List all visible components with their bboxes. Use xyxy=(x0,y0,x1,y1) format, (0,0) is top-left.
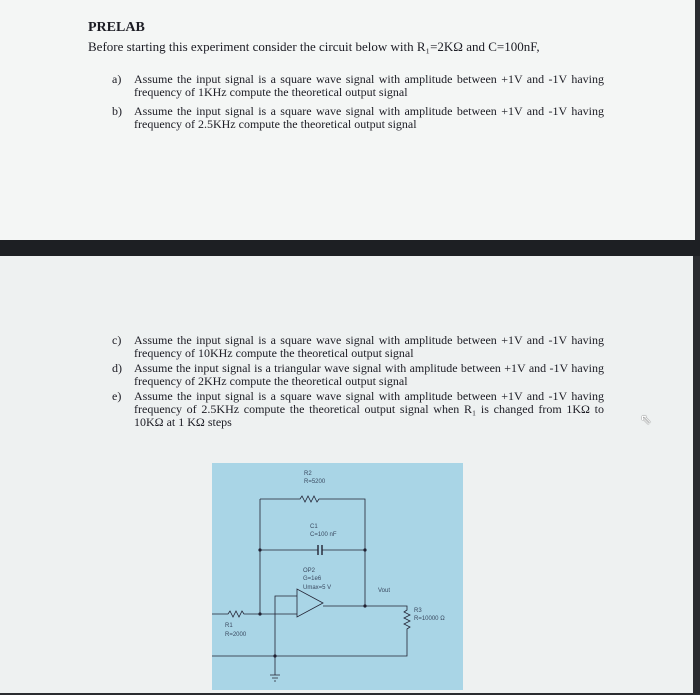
question-a xyxy=(112,72,604,99)
question-text: Assume the input signal is a triangular wave signal with amplitude between +1V and -1V having frequency of 2KHz compute the theoretical output signal xyxy=(134,361,604,388)
r1-wire xyxy=(212,611,297,617)
c1-value: C=100 nF xyxy=(310,532,337,538)
r1-value: R=2000 xyxy=(225,632,247,638)
r3-value: R=10000 Ω xyxy=(414,616,445,622)
page-top xyxy=(0,0,695,240)
question-label: d) xyxy=(112,361,122,375)
question-label: a) xyxy=(112,72,122,86)
vout-label: Vout xyxy=(378,588,391,594)
question-label: b) xyxy=(112,104,122,118)
output-wire xyxy=(212,606,410,656)
opamp-symbol xyxy=(297,589,323,617)
r1-name: R1 xyxy=(225,623,233,629)
opamp-name: OP2 xyxy=(303,568,316,574)
question-d xyxy=(112,361,604,388)
question-c xyxy=(112,333,604,360)
question-b xyxy=(112,104,604,131)
mouse-cursor-icon: ⇖ xyxy=(640,413,652,428)
question-label: c) xyxy=(112,333,122,347)
c1-name: C1 xyxy=(310,524,318,530)
question-text: Assume the input signal is a square wave signal with amplitude between +1V and -1V having frequency of 2.5KHz compute the theoretical output signal xyxy=(134,104,604,131)
r2-name: R2 xyxy=(304,471,312,477)
intro-text: Before starting this experiment consider the circuit below with R₁=2KΩ and C=100nF, xyxy=(88,39,540,54)
question-e xyxy=(112,389,604,429)
question-text: Assume the input signal is a square wave signal with amplitude between +1V and -1V having frequency of 1KHz compute the theoretical output signal xyxy=(134,72,604,99)
prelab-title: PRELAB xyxy=(88,20,145,35)
question-text: Assume the input signal is a square wave signal with amplitude between +1V and -1V having frequency of 10KHz compute the theoretical output signal xyxy=(134,333,604,360)
question-text: Assume the input signal is a square wave signal with amplitude between +1V and -1V having frequency of 2.5KHz compute the theoretical output signal when R₁ is changed from 1KΩ to 10KΩ at 1 KΩ steps xyxy=(134,389,604,429)
screen-divider xyxy=(0,240,700,256)
question-label: e) xyxy=(112,389,122,403)
capacitor-symbol xyxy=(318,545,322,555)
circuit-diagram xyxy=(212,463,463,690)
opamp-gain: G=1e6 xyxy=(303,576,322,582)
ground-icon xyxy=(270,675,280,681)
r2-value: R=5200 xyxy=(304,479,326,485)
noninverting-wire xyxy=(275,596,297,675)
r3-name: R3 xyxy=(414,608,422,614)
opamp-umax: Umax=5 V xyxy=(303,585,332,591)
